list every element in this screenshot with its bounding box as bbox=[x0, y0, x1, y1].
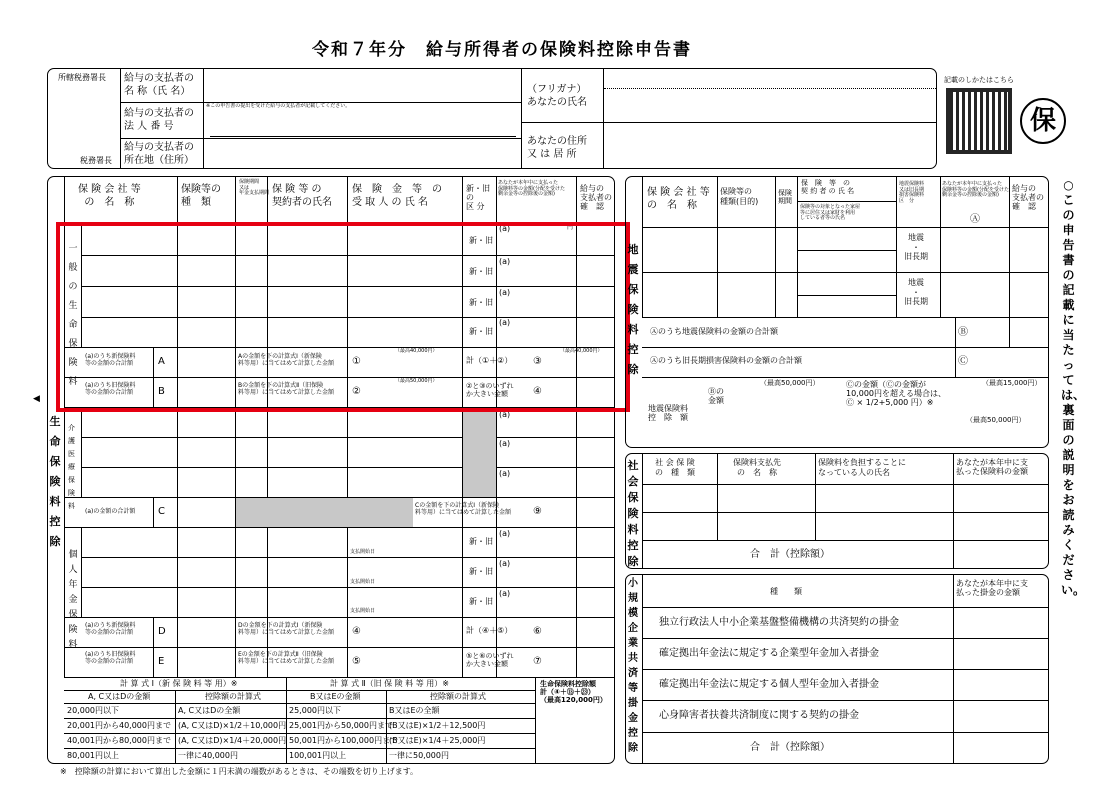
office-suffix-label: 税務署長 bbox=[80, 156, 112, 165]
quake-sum-1: Ⓐのうち地震保険料の金額の合計額 bbox=[650, 327, 778, 336]
quake-header-company: 保 険 会 社 等 の 名 称 bbox=[647, 187, 710, 211]
paystart-2: 支払開始日 bbox=[350, 579, 376, 585]
sum-e-label: (a)のうち旧保険料 等の金額の合計額 bbox=[85, 651, 136, 665]
amount-a-row-3: (a) bbox=[499, 288, 511, 297]
quake-header-type: 保険等の 種類(目的) bbox=[720, 187, 759, 206]
care-gray-2 bbox=[236, 498, 413, 527]
social-total-label: 合 計（控除額） bbox=[750, 549, 830, 560]
furigana-label: （フリガナ） あなたの氏名 bbox=[527, 84, 587, 108]
f1-r4c1: 80,001円以上 bbox=[67, 751, 119, 760]
social-header-type: 社 会 保 険 の 種 類 bbox=[655, 458, 695, 477]
circle-7: ⑥ bbox=[533, 626, 542, 637]
formula1-title: 計 算 式 Ⅰ（新 保 険 料 等 用）※ bbox=[120, 679, 238, 688]
f2-r1c1: 25,000円以下 bbox=[289, 706, 341, 715]
qr-caption: 記載のしかたはこちら bbox=[944, 76, 1014, 84]
f2-head-1: B又はEの金額 bbox=[310, 692, 361, 701]
quake-kubun-1[interactable]: 地震 ・ 旧長期 bbox=[904, 233, 928, 262]
footnote: ※ 控除額の計算において算出した金額に１円未満の端数があるときは、その端数を切り上げます。 bbox=[60, 767, 419, 776]
life-total-label: 生命保険料控除額 計（④＋⑬＋㉓） （最高120,000円） bbox=[540, 680, 607, 705]
address-label: あなたの住所 又 は 居 所 bbox=[527, 136, 587, 160]
quake-bof: Ⓑの 金額 bbox=[708, 387, 724, 406]
f1-r2c2: (A, C又はD)×1/2＋10,000円 bbox=[178, 721, 287, 730]
pension-a-2: (a) bbox=[499, 559, 511, 568]
seal-icon: 保 bbox=[1020, 98, 1066, 144]
f2-r3c2: (B又はE)×1/4＋25,000円 bbox=[389, 736, 486, 745]
circle-3: ③ bbox=[533, 356, 542, 367]
sum-d-letter: D bbox=[158, 626, 166, 637]
life-header-period: 保険期間 又は 年金支払期間 bbox=[239, 179, 270, 196]
sum-old-label: (a)のうち旧保険料 等の金額の合計額 bbox=[85, 382, 136, 396]
payer-number-note: ※この申告書の提出を受けた給与の支払者が記載してください。 bbox=[206, 103, 351, 109]
sum-b-letter: B bbox=[158, 386, 165, 397]
newold-row-1[interactable]: 新・旧 bbox=[469, 236, 493, 245]
f1-r2c1: 20,001円から40,000円まで bbox=[67, 721, 171, 730]
amount-a-row-2: (a) bbox=[499, 257, 511, 266]
life-header-type: 保険等の 種 類 bbox=[181, 184, 221, 208]
sum-a-letter: A bbox=[158, 356, 165, 367]
calc-e-label: Eの金額を下の計算式Ⅱ（旧保険 料等用）に当てはめて計算した金額 bbox=[238, 651, 335, 665]
life-header-amount: あなたが本年中に支払った 保険料等の金額(分配を受けた 剰余金等の控除後の金額) bbox=[498, 180, 565, 197]
f2-r4c2: 一律に50,000円 bbox=[389, 751, 449, 760]
f2-r3c1: 50,001円から100,000円まで bbox=[289, 736, 399, 745]
amount-a-row-1: (a) bbox=[499, 224, 511, 233]
side-note: ○この申告書の記載に当たっては、裏面の説明をお読みください。 bbox=[1061, 178, 1086, 597]
max50-2: （最高50,000円） bbox=[395, 378, 438, 384]
either-56: ⑤と⑥のいずれ か大きい金額 bbox=[466, 652, 514, 669]
small-total-label: 合 計（控除額） bbox=[750, 742, 830, 753]
small-row-3: 確定拠出年金法に規定する個人型年金加入者掛金 bbox=[659, 679, 879, 690]
form-title: 令和７年分 給与所得者の保険料控除申告書 bbox=[312, 40, 692, 60]
circle-6: ⑤ bbox=[352, 656, 361, 667]
social-header-person: 保険料を負担することに なっている人の氏名 bbox=[818, 458, 906, 477]
formula2-title: 計 算 式 Ⅱ（旧 保 険 料 等 用）※ bbox=[330, 679, 449, 688]
f2-head-2: 控除額の計算式 bbox=[430, 692, 486, 701]
total-45: 計（④＋⑤） bbox=[466, 626, 513, 635]
pension-a-3: (a) bbox=[499, 589, 511, 598]
quake-sum-2: Ⓐのうち旧長期損害保険料の金額の合計額 bbox=[650, 356, 802, 365]
quake-header-amount: あなたが本年中に支払った 保険料等の金額(分配を受けた 剰余金等の控除後の金額) bbox=[942, 181, 1009, 198]
payer-name-label: 給与の支払者の 名 称（氏 名） bbox=[124, 73, 194, 97]
payer-address-label: 給与の支払者の 所在地（住所） bbox=[124, 142, 194, 166]
calc-b-label: Bの金額を下の計算式Ⅱ（旧保険 料等用）に当てはめて計算した金額 bbox=[238, 382, 335, 396]
social-section-title: 社会保険料控除 bbox=[627, 459, 639, 568]
care-label: 介護医療保険料 bbox=[68, 424, 75, 510]
max40-3: （最高40,000円） bbox=[560, 348, 603, 354]
quake-header-resident: 保険等の対象となった家屋 等に居住又は家財を利用 している者等の氏名 bbox=[800, 204, 861, 221]
quake-max50-2: （最高50,000円） bbox=[966, 416, 1026, 424]
sum-new-label: (a)のうち新保険料 等の金額の合計額 bbox=[85, 353, 136, 367]
life-header-newold: 新・旧 の 区 分 bbox=[466, 184, 490, 212]
office-head-label: 所轄税務署長 bbox=[58, 73, 106, 82]
f1-head-1: A, C又はDの金額 bbox=[88, 692, 151, 701]
payer-number-label: 給与の支払者の 法 人 番 号 bbox=[124, 108, 194, 132]
quake-max15: （最高15,000円） bbox=[982, 379, 1042, 387]
quake-kubun-2[interactable]: 地震 ・ 旧長期 bbox=[904, 278, 928, 307]
qr-code-icon[interactable] bbox=[946, 88, 1012, 154]
f2-r4c1: 100,001円以上 bbox=[289, 751, 347, 760]
circle-5: ④ bbox=[352, 626, 361, 637]
quake-header-kubun: 地震保険料 又は旧長期 損害保険料 区 分 bbox=[899, 181, 925, 204]
total-12: 計（①＋②） bbox=[466, 356, 513, 365]
either-23: ②と③のいずれ か大きい金額 bbox=[466, 382, 514, 399]
f1-head-2: 控除額の計算式 bbox=[205, 692, 261, 701]
sum-c-label: (a)の金額の合計額 bbox=[85, 508, 136, 515]
quake-sum-c: Ⓒ bbox=[958, 356, 968, 367]
care-a-3: (a) bbox=[499, 469, 511, 478]
f1-r1c1: 20,000円以下 bbox=[67, 706, 119, 715]
sum-d-label: (a)のうち新保険料 等の金額の合計額 bbox=[85, 622, 136, 636]
paystart-3: 支払開始日 bbox=[350, 608, 376, 614]
f1-r3c1: 40,001円から80,000円まで bbox=[67, 736, 171, 745]
quake-header-a: Ⓐ bbox=[970, 214, 980, 225]
circle-2: ② bbox=[352, 386, 361, 397]
small-section-title: 小規模企業共済等掛金控除 bbox=[628, 578, 638, 754]
yen-row-1: 円 bbox=[567, 224, 574, 231]
life-header-confirm: 給与の 支払者の 確 認 bbox=[580, 184, 612, 212]
f2-r1c2: B又はEの全額 bbox=[389, 706, 440, 715]
quake-header-confirm: 給与の 支払者の 確 認 bbox=[1012, 184, 1044, 212]
quake-deduct-label: 地震保険料 控 除 額 bbox=[648, 404, 688, 423]
max40-1: （最高40,000円） bbox=[395, 348, 438, 354]
social-header-amount: あなたが本年中に支 払った保険料の金額 bbox=[956, 458, 1028, 477]
f1-r3c2: (A, C又はD)×1/4＋20,000円 bbox=[178, 736, 287, 745]
amount-a-row-4: (a) bbox=[499, 318, 511, 327]
f1-r4c2: 一律に40,000円 bbox=[178, 751, 238, 760]
f2-r2c1: 25,001円から50,000円まで bbox=[289, 721, 393, 730]
circle-8: ⑦ bbox=[533, 656, 542, 667]
small-header-type: 種 類 bbox=[770, 587, 802, 596]
corporate-number-boxes[interactable] bbox=[210, 119, 516, 137]
calc-a-label: Aの金額を下の計算式Ⅰ（新保険 料等用）に当てはめて計算した金額 bbox=[238, 353, 335, 367]
quake-header-contractor: 保 険 等 の 契 約 者 の 氏 名 bbox=[801, 179, 855, 196]
quake-section-title: 地震保険料控除 bbox=[627, 243, 639, 376]
calc-c-label: Cの金額を下の計算式Ⅰ（新保険 料等用）に当てはめて計算した金額 bbox=[415, 502, 512, 516]
care-a-1: (a) bbox=[499, 410, 511, 419]
small-header-amount: あなたが本年中に支 払った掛金の金額 bbox=[956, 579, 1028, 598]
quake-sum-b: Ⓑ bbox=[958, 327, 968, 338]
left-arrow-icon: ◀ bbox=[33, 394, 40, 404]
pension-newold-2[interactable]: 新・旧 bbox=[469, 567, 493, 576]
calc-d-label: Dの金額を下の計算式Ⅰ（新保険 料等用）に当てはめて計算した金額 bbox=[238, 622, 335, 636]
small-row-2: 確定拠出年金法に規定する企業型年金加入者掛金 bbox=[659, 648, 879, 659]
social-header-payee: 保険料支払先 の 名 称 bbox=[733, 458, 781, 477]
care-a-2: (a) bbox=[499, 439, 511, 448]
care-gray-1 bbox=[463, 408, 496, 497]
pension-newold-1[interactable]: 新・旧 bbox=[469, 537, 493, 546]
small-row-4: 心身障害者扶養共済制度に関する契約の掛金 bbox=[659, 710, 859, 721]
f2-r2c2: (B又はE)×1/2＋12,500円 bbox=[389, 721, 486, 730]
quake-cof: Ⓒの金額（Ⓒの金額が 10,000円を超える場合は、 Ⓒ × 1/2+5,000 円）※ bbox=[846, 380, 946, 408]
highlight-box bbox=[56, 222, 630, 412]
circle-4: ④ bbox=[533, 386, 542, 397]
pension-a-1: (a) bbox=[499, 529, 511, 538]
quake-max50: （最高50,000円） bbox=[760, 379, 820, 387]
sum-c-letter: C bbox=[158, 506, 165, 517]
circle-1: ① bbox=[352, 356, 361, 367]
newold-row-4[interactable]: 新・旧 bbox=[469, 327, 493, 336]
small-row-1: 独立行政法人中小企業基盤整備機構の共済契約の掛金 bbox=[659, 617, 899, 628]
pension-newold-3[interactable]: 新・旧 bbox=[469, 597, 493, 606]
f1-r1c2: A, C又はDの全額 bbox=[178, 706, 241, 715]
quake-header-period: 保険 期間 bbox=[778, 189, 792, 205]
life-header-contractor: 保 険 等 の 契約者の氏名 bbox=[272, 184, 332, 208]
paystart-1: 支払開始日 bbox=[350, 549, 376, 555]
newold-row-3[interactable]: 新・旧 bbox=[469, 298, 493, 307]
life-section-title: 生命保険料控除 bbox=[49, 415, 61, 548]
life-header-recipient: 保 険 金 等 の 受 取 人 の 氏 名 bbox=[352, 184, 442, 208]
life-general-label: 一般の生命保険料 bbox=[68, 244, 78, 387]
circle-9: ⑨ bbox=[533, 506, 542, 517]
sum-e-letter: E bbox=[158, 656, 165, 667]
pension-label: 個人年金保険料 bbox=[68, 550, 78, 650]
newold-row-2[interactable]: 新・旧 bbox=[469, 267, 493, 276]
life-header-company: 保 険 会 社 等 の 名 称 bbox=[78, 184, 141, 208]
